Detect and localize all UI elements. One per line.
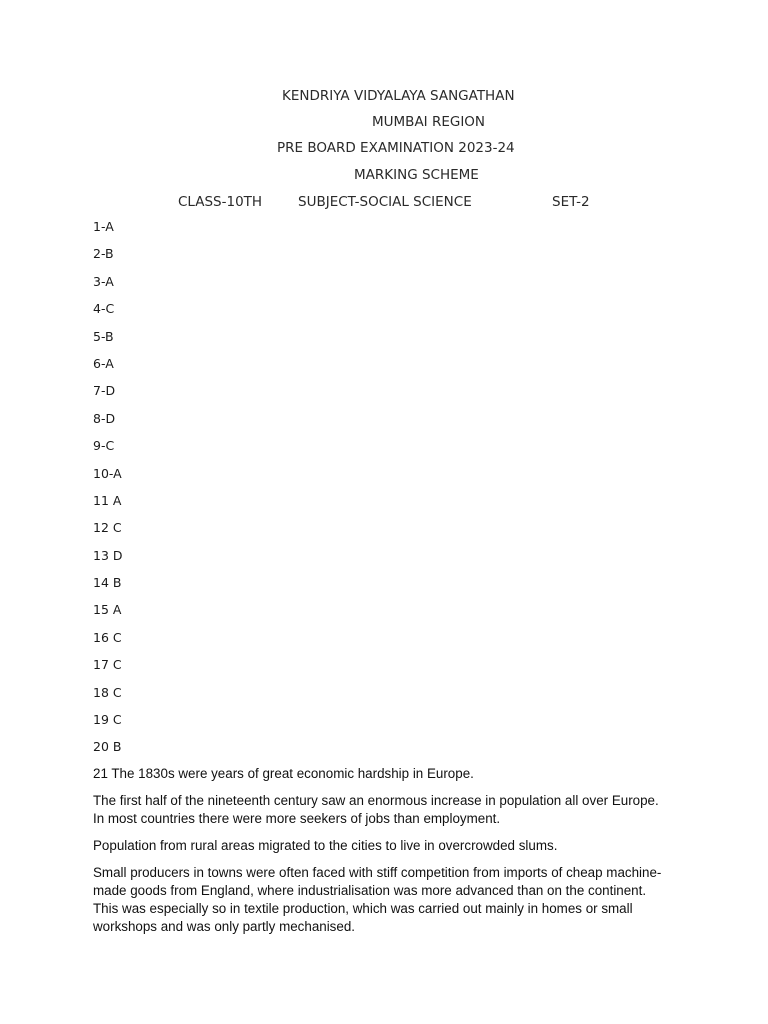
answer-item: 11 A: [93, 492, 122, 508]
answer-key-list: [93, 218, 123, 766]
paragraph: Small producers in towns were often faced with stiff competition from imports of cheap machine-made goods from England, where industrialisation was more advanced than on the continent. This was especially so in textile production, which was carried out mainly in homes or small workshops and was only partly mechanised.: [93, 865, 662, 934]
doc-title: MARKING SCHEME: [354, 167, 479, 183]
answer-item: 7-D: [93, 383, 116, 399]
answer-item: 2-B: [93, 246, 114, 262]
class-label: CLASS-10TH: [178, 194, 263, 210]
answer-item: 6-A: [93, 355, 114, 371]
exam-title: PRE BOARD EXAMINATION 2023-24: [277, 140, 515, 156]
answer-item: 15 A: [93, 602, 122, 618]
answer-item: 19 C: [93, 712, 122, 728]
answer-item: 10-A: [93, 465, 122, 481]
answer-item: 17 C: [93, 657, 122, 673]
answer-item: 4-C: [93, 301, 115, 317]
answer-item: 8-D: [93, 410, 116, 426]
answer-item: 5-B: [93, 328, 114, 344]
answer-item: 9-C: [93, 438, 115, 454]
answer-item: 16 C: [93, 629, 122, 645]
region-title: MUMBAI REGION: [372, 114, 486, 130]
subject-label: SUBJECT-SOCIAL SCIENCE: [298, 194, 472, 210]
answer-item: 20 B: [93, 739, 122, 755]
answer-21-text: [93, 765, 669, 945]
answer-item: 18 C: [93, 684, 122, 700]
answer-item: 3-A: [93, 273, 114, 289]
paragraph: Population from rural areas migrated to the cities to live in overcrowded slums.: [93, 838, 558, 853]
set-label: SET-2: [552, 194, 590, 210]
answer-item: 1-A: [93, 219, 114, 234]
answer-item: 13 D: [93, 547, 123, 563]
org-title: KENDRIYA VIDYALAYA SANGATHAN: [282, 88, 515, 104]
answer-item: 14 B: [93, 575, 122, 591]
paragraph: 21 The 1830s were years of great economic hardship in Europe.: [93, 766, 474, 781]
paragraph: The first half of the nineteenth century saw an enormous increase in population all over Europe. In most countries there were more seekers of jobs than employment.: [93, 793, 659, 826]
answer-item: 12 C: [93, 520, 122, 536]
